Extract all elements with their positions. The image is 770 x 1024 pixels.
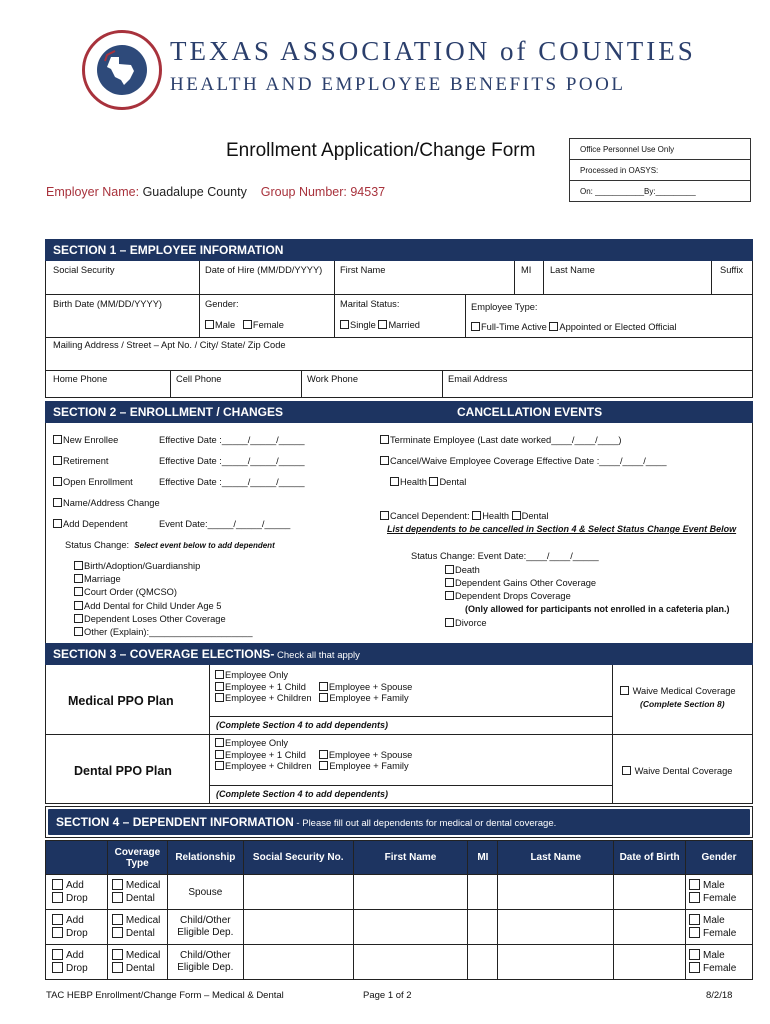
waive-dental-option: Waive Dental Coverage (622, 766, 732, 776)
cafeteria-note: (Only allowed for participants not enrolled in a cafeteria plan.) (465, 604, 730, 614)
open-enrollment-option: Open Enrollment (53, 477, 133, 487)
female-checkbox[interactable] (689, 892, 700, 903)
med-emp-children-checkbox[interactable] (215, 693, 224, 702)
add-dental-child-checkbox[interactable] (74, 601, 83, 610)
col-relationship: Relationship (167, 841, 243, 875)
birth-date-field[interactable]: Birth Date (MM/DD/YYYY) (53, 299, 162, 309)
med-emp-family-checkbox[interactable] (319, 693, 328, 702)
footer-page-number: Page 1 of 2 (363, 990, 412, 1001)
mi-cell[interactable] (468, 910, 498, 945)
add-checkbox[interactable] (52, 914, 63, 925)
ssn-cell[interactable] (243, 945, 353, 980)
den-emp-only-checkbox[interactable] (215, 738, 224, 747)
cancel-dep-dental-checkbox[interactable] (512, 511, 521, 520)
col-mi: MI (468, 841, 498, 875)
employer-name: Guadalupe County (142, 185, 247, 199)
home-phone-field[interactable]: Home Phone (53, 374, 108, 384)
mailing-address-field[interactable]: Mailing Address / Street – Apt No. / City/ State/ Zip Code (53, 340, 286, 350)
open-enrollment-checkbox[interactable] (53, 477, 62, 486)
section3-header: SECTION 3 – COVERAGE ELECTIONS- Check all that apply (45, 643, 753, 665)
add-events-list: Birth/Adoption/Guardianship Marriage Court Order (QMCSO) Add Dental for Child Under Age 5 Dependent Loses Other Coverage Other (Explain):____________________ (74, 560, 253, 639)
cancellation-header: CANCELLATION EVENTS (457, 405, 603, 419)
office-use-box (569, 138, 751, 202)
form-title: Enrollment Application/Change Form (226, 140, 536, 161)
medical-checkbox[interactable] (112, 949, 123, 960)
marriage-checkbox[interactable] (74, 574, 83, 583)
drop-checkbox[interactable] (52, 927, 63, 938)
den-emp-child-checkbox[interactable] (215, 750, 224, 759)
col-first-name: First Name (353, 841, 468, 875)
retirement-option: Retirement (53, 456, 108, 466)
fulltime-checkbox[interactable] (471, 322, 480, 331)
name-change-option: Name/Address Change (53, 498, 160, 508)
marital-options: Single Married (340, 320, 420, 330)
employee-type-options: Full-Time Active Appointed or Elected Official (471, 322, 677, 332)
event-date-field[interactable]: Event Date:_____/_____/_____ (159, 519, 291, 529)
den-emp-family-checkbox[interactable] (319, 761, 328, 770)
add-checkbox[interactable] (52, 879, 63, 890)
effective-date-3[interactable]: Effective Date :_____/_____/_____ (159, 477, 305, 487)
last-name-cell[interactable] (498, 945, 614, 980)
employer-line (46, 185, 385, 199)
drops-coverage-checkbox[interactable] (445, 591, 454, 600)
dob-cell[interactable] (614, 910, 686, 945)
marital-label: Marital Status: (340, 299, 400, 309)
col-dob: Date of Birth (614, 841, 686, 875)
gender-label: Gender: (205, 299, 239, 309)
work-phone-field[interactable]: Work Phone (307, 374, 358, 384)
ssn-cell[interactable] (243, 875, 353, 910)
male-checkbox[interactable] (205, 320, 214, 329)
new-enrollee-checkbox[interactable] (53, 435, 62, 444)
relationship-cell: Child/Other Eligible Dep. (167, 910, 243, 945)
waive-medical-checkbox[interactable] (620, 686, 629, 695)
dental-checkbox[interactable] (112, 927, 123, 938)
section2-header: SECTION 2 – ENROLLMENT / CHANGES CANCELLATION EVENTS (45, 401, 753, 423)
dental-options: Employee Only Employee + 1 Child Employee + Spouse Employee + Children Employee + Family (215, 738, 412, 773)
table-row: Add Drop Medical Dental Child/Other Eligible Dep. Male Female (46, 945, 753, 980)
employer-label: Employer Name: (46, 185, 140, 199)
first-name-cell[interactable] (353, 945, 468, 980)
cell-phone-field[interactable]: Cell Phone (176, 374, 222, 384)
group-number: Group Number: 94537 (260, 185, 386, 199)
appointed-checkbox[interactable] (549, 322, 558, 331)
court-order-checkbox[interactable] (74, 587, 83, 596)
first-name-field[interactable]: First Name (340, 265, 386, 275)
relationship-cell: Child/Other Eligible Dep. (167, 945, 243, 980)
drop-checkbox[interactable] (52, 962, 63, 973)
dental-plan-label: Dental PPO Plan (74, 764, 172, 778)
birth-checkbox[interactable] (74, 561, 83, 570)
male-checkbox[interactable] (689, 879, 700, 890)
medical-plan-label: Medical PPO Plan (68, 694, 174, 708)
other-checkbox[interactable] (74, 627, 83, 636)
dob-cell[interactable] (614, 875, 686, 910)
cancel-dependent-option: Cancel Dependent: Health Dental (380, 511, 549, 521)
new-enrollee-option: New Enrollee (53, 435, 118, 445)
waive-medical-note: (Complete Section 8) (640, 699, 725, 709)
mi-cell[interactable] (468, 875, 498, 910)
dob-cell[interactable] (614, 945, 686, 980)
dependent-table (45, 840, 753, 980)
table-row: Add Drop Medical Dental Spouse Male Female (46, 875, 753, 910)
female-checkbox[interactable] (689, 962, 700, 973)
med-emp-child-checkbox[interactable] (215, 682, 224, 691)
med-emp-spouse-checkbox[interactable] (319, 682, 328, 691)
col-action (46, 841, 108, 875)
table-header-row (46, 841, 753, 875)
add-dependent-checkbox[interactable] (53, 519, 62, 528)
cancel-health-checkbox[interactable] (390, 477, 399, 486)
cancel-waive-checkbox[interactable] (380, 456, 389, 465)
medical-options: Employee Only Employee + 1 Child Employee + Spouse Employee + Children Employee + Family (215, 670, 412, 705)
gender-options: Male Female (205, 320, 284, 330)
gains-coverage-checkbox[interactable] (445, 578, 454, 587)
office-on-by: On: ___________By:_________ (580, 187, 696, 196)
footer-date: 8/2/18 (706, 990, 733, 1001)
last-name-cell[interactable] (498, 910, 614, 945)
cancel-events-list: Death Dependent Gains Other Coverage Dependent Drops Coverage (445, 564, 596, 604)
org-name-line1: TEXAS ASSOCIATION of COUNTIES (170, 36, 696, 66)
dental-checkbox[interactable] (112, 962, 123, 973)
loses-coverage-checkbox[interactable] (74, 614, 83, 623)
add-dependent-option: Add Dependent (53, 519, 128, 529)
col-gender: Gender (686, 841, 753, 875)
cancel-dental-checkbox[interactable] (429, 477, 438, 486)
terminate-checkbox[interactable] (380, 435, 389, 444)
cancel-status-change[interactable]: Status Change: Event Date:____/____/_____ (411, 551, 599, 561)
cancel-dependent-checkbox[interactable] (380, 511, 389, 520)
death-checkbox[interactable] (445, 565, 454, 574)
cancel-note: List dependents to be cancelled in Section 4 & Select Status Change Event Below (387, 524, 737, 534)
status-change-add: Status Change: Select event below to add dependent (65, 540, 275, 550)
tac-logo (82, 30, 162, 110)
medical-checkbox[interactable] (112, 879, 123, 890)
office-processed: Processed in OASYS: (570, 160, 750, 181)
table-row: Add Drop Medical Dental Child/Other Eligible Dep. Male Female (46, 910, 753, 945)
first-name-cell[interactable] (353, 910, 468, 945)
retirement-checkbox[interactable] (53, 456, 62, 465)
add-checkbox[interactable] (52, 949, 63, 960)
first-name-cell[interactable] (353, 875, 468, 910)
last-name-cell[interactable] (498, 875, 614, 910)
medical-complete-note: (Complete Section 4 to add dependents) (216, 720, 389, 730)
male-checkbox[interactable] (689, 914, 700, 925)
hire-date-field[interactable]: Date of Hire (MM/DD/YYYY) (205, 265, 323, 275)
den-emp-spouse-checkbox[interactable] (319, 750, 328, 759)
terminate-option: Terminate Employee (Last date worked____/____/____) (380, 435, 622, 445)
ssn-field[interactable]: Social Security (53, 265, 115, 275)
effective-date-1[interactable]: Effective Date :_____/_____/_____ (159, 435, 305, 445)
cancel-waive-option: Cancel/Waive Employee Coverage Effective Date :____/____/____ (380, 456, 667, 466)
mi-cell[interactable] (468, 945, 498, 980)
col-ssn: Social Security No. (243, 841, 353, 875)
org-name-line2: HEALTH AND EMPLOYEE BENEFITS POOL (170, 74, 626, 95)
den-emp-children-checkbox[interactable] (215, 761, 224, 770)
divorce-checkbox[interactable] (445, 618, 454, 627)
col-last-name: Last Name (498, 841, 614, 875)
employee-type-label: Employee Type: (471, 302, 538, 312)
mi-field[interactable]: MI (521, 265, 532, 275)
cancel-dep-health-checkbox[interactable] (472, 511, 481, 520)
medical-checkbox[interactable] (112, 914, 123, 925)
office-use-title: Office Personnel Use Only (570, 139, 750, 160)
single-checkbox[interactable] (340, 320, 349, 329)
cancel-coverage-options: Health Dental (390, 477, 466, 487)
footer-form-name: TAC HEBP Enrollment/Change Form – Medical & Dental (46, 990, 284, 1001)
name-change-checkbox[interactable] (53, 498, 62, 507)
section1-header: SECTION 1 – EMPLOYEE INFORMATION (45, 239, 753, 261)
effective-date-2[interactable]: Effective Date :_____/_____/_____ (159, 456, 305, 466)
relationship-cell: Spouse (167, 875, 243, 910)
waive-dental-checkbox[interactable] (622, 766, 631, 775)
suffix-field[interactable]: Suffix (720, 265, 744, 275)
email-field[interactable]: Email Address (448, 374, 508, 384)
last-name-field[interactable]: Last Name (550, 265, 595, 275)
drop-checkbox[interactable] (52, 892, 63, 903)
section4-header: SECTION 4 – DEPENDENT INFORMATION - Please fill out all dependents for medical or dental coverage. (48, 809, 750, 835)
divorce-option: Divorce (445, 618, 487, 628)
col-coverage: Coverage Type (107, 841, 167, 875)
female-checkbox[interactable] (689, 927, 700, 938)
married-checkbox[interactable] (378, 320, 387, 329)
male-checkbox[interactable] (689, 949, 700, 960)
med-emp-only-checkbox[interactable] (215, 670, 224, 679)
dental-checkbox[interactable] (112, 892, 123, 903)
waive-medical-option: Waive Medical Coverage (620, 686, 736, 696)
dental-complete-note: (Complete Section 4 to add dependents) (216, 789, 389, 799)
ssn-cell[interactable] (243, 910, 353, 945)
female-checkbox[interactable] (243, 320, 252, 329)
